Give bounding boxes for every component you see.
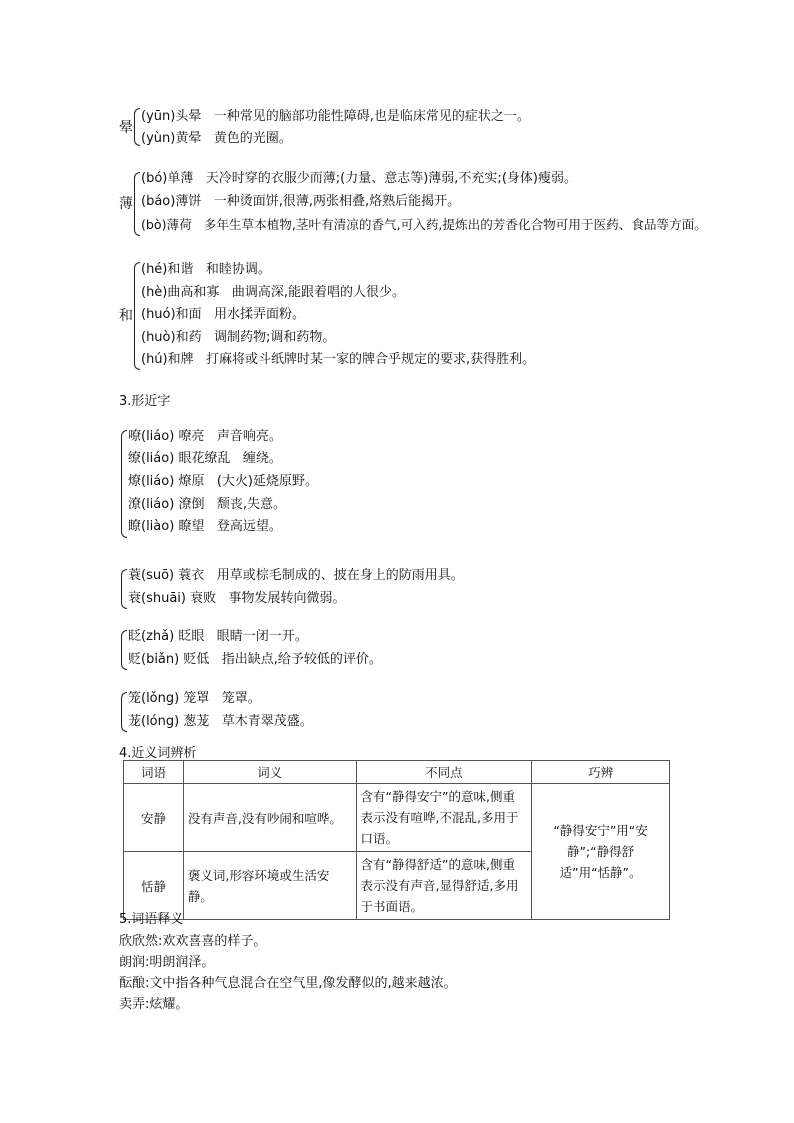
brace-icon	[121, 630, 127, 670]
polyphone-item: (huó)和面 用水揉弄面粉。	[141, 307, 306, 322]
similar-char-item: 瞭(liào) 瞭望 登高远望。	[128, 519, 282, 534]
table-header: 词义	[183, 761, 356, 784]
polyphone-item: (hè)曲高和寡 曲调高深,能跟着唱的人很少。	[141, 285, 405, 300]
polyphone-char: 晕	[119, 120, 133, 136]
brace-icon	[134, 172, 140, 236]
section-heading: 4.近义词辨析	[119, 746, 197, 761]
table-row	[124, 784, 670, 852]
definition-item: 酝酿:文中指各种气息混合在空气里,像发酵似的,越来越浓。	[119, 976, 457, 991]
brace-icon	[134, 108, 140, 146]
section-heading: 5.词语释义	[119, 912, 184, 927]
polyphone-char: 和	[119, 308, 133, 324]
polyphone-char: 薄	[119, 196, 133, 212]
polyphone-item: (bò)薄荷 多年生草本植物,茎叶有清凉的香气,可入药,提炼出的芳香化合物可用于医药、食品等方面。	[141, 217, 707, 232]
polyphone-item: (hé)和谐 和睦协调。	[141, 262, 271, 277]
synonym-table	[123, 760, 670, 920]
brace-icon	[121, 430, 127, 538]
section-heading: 3.形近字	[119, 394, 171, 409]
definition-item: 卖弄:炫耀。	[119, 997, 189, 1012]
polyphone-item: (yūn)头晕 一种常见的脑部功能性障碍,也是临床常见的症状之一。	[141, 109, 530, 124]
table-cell-word: 安静	[124, 784, 184, 852]
polyphone-item: (hú)和牌 打麻将或斗纸牌时某一家的牌合乎规定的要求,获得胜利。	[141, 352, 536, 367]
table-cell-meaning: 没有声音,没有吵闹和喧哗。	[183, 784, 356, 852]
brace-icon	[121, 569, 127, 609]
similar-char-item: 蓑(suō) 蓑衣 用草或棕毛制成的、披在身上的防雨用具。	[128, 568, 464, 583]
brace-icon	[134, 262, 140, 370]
table-cell-diff: 含有“静得舒适”的意味,侧重表示没有声音,显得舒适,多用于书面语。	[356, 852, 532, 920]
similar-char-item: 燎(liáo) 燎原 (大火)延烧原野。	[128, 474, 319, 489]
table-header: 词语	[124, 761, 184, 784]
polyphone-item: (bó)单薄 天冷时穿的衣服少而薄;(力量、意志等)薄弱,不充实;(身体)瘦弱。	[141, 171, 577, 186]
table-cell-diff: 含有“静得安宁”的意味,侧重表示没有喧哗,不混乱,多用于口语。	[356, 784, 532, 852]
similar-char-item: 缭(liáo) 眼花缭乱 缠绕。	[128, 451, 282, 466]
table-cell-meaning: 褒义词,形容环境或生活安静。	[183, 852, 356, 920]
table-cell-word: 恬静	[124, 852, 184, 920]
similar-char-item: 笼(lǒng) 笼罩 笼罩。	[128, 691, 261, 706]
polyphone-item: (yùn)黄晕 黄色的光圈。	[141, 131, 292, 146]
polyphone-item: (báo)薄饼 一种烫面饼,很薄,两张相叠,烙熟后能揭开。	[141, 194, 461, 209]
definition-item: 欣欣然:欢欢喜喜的样子。	[119, 934, 267, 949]
polyphone-item: (huò)和药 调制药物;调和药物。	[141, 330, 336, 345]
similar-char-item: 衰(shuāi) 衰败 事物发展转向微弱。	[128, 591, 346, 606]
brace-icon	[121, 692, 127, 732]
definition-item: 朗润:明朗润泽。	[119, 955, 215, 970]
similar-char-item: 眨(zhǎ) 眨眼 眼睛一闭一开。	[128, 629, 308, 644]
similar-char-item: 茏(lóng) 葱茏 草木青翠茂盛。	[128, 714, 313, 729]
table-header-row	[124, 761, 670, 784]
similar-char-item: 嘹(liáo) 嘹亮 声音响亮。	[128, 429, 282, 444]
table-header: 巧辨	[532, 761, 670, 784]
similar-char-item: 贬(biǎn) 贬低 指出缺点,给予较低的评价。	[128, 652, 382, 667]
table-header: 不同点	[356, 761, 532, 784]
table-cell-tip: “静得安宁”用“安静”;“静得舒适”用“恬静”。	[532, 784, 670, 920]
similar-char-item: 潦(liáo) 潦倒 颓丧,失意。	[128, 497, 286, 512]
